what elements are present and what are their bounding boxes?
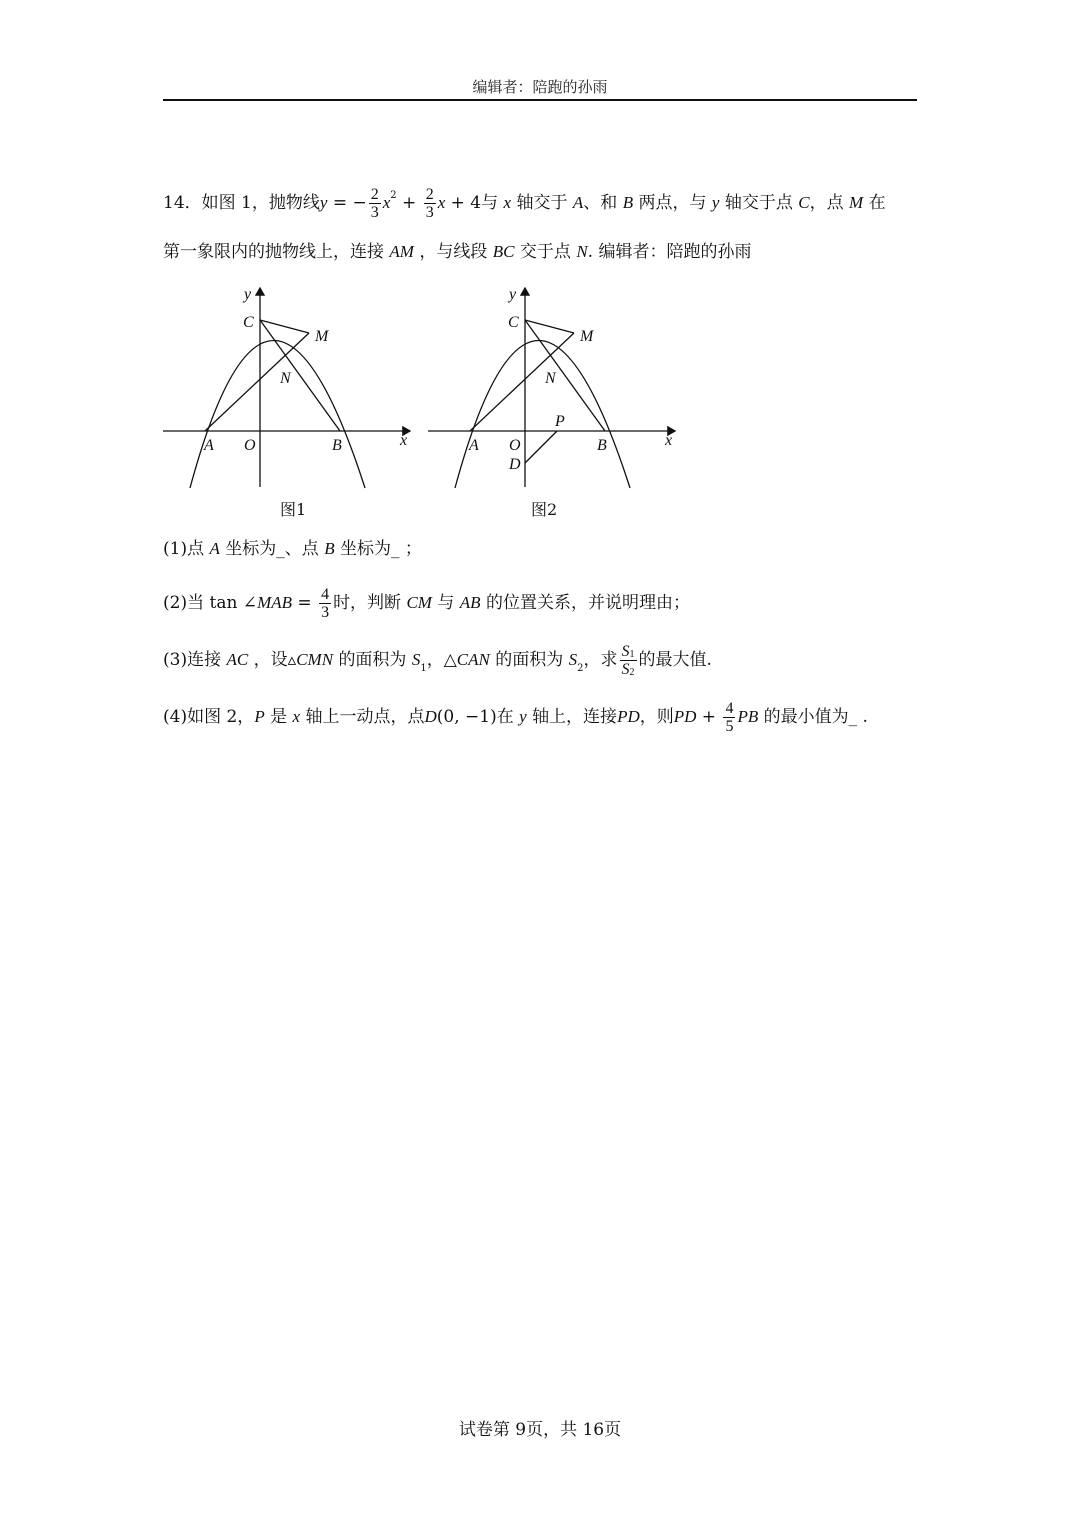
label-x: x xyxy=(400,432,408,449)
part-4: (4)如图 2，P 是 x 轴上一动点，点D(0, −1)在 y 轴上，连接PD，则PD + $\frac{4}{5}$ PB 的最小值为_ . xyxy=(163,700,868,735)
segment-PD xyxy=(525,431,557,463)
label-N: N xyxy=(545,370,556,387)
label-O: O xyxy=(244,437,256,454)
figure-2-labels xyxy=(468,286,672,473)
figure-1 xyxy=(163,288,410,488)
fraction: $\frac{4}{5}$ xyxy=(725,700,734,735)
label-y: y xyxy=(244,286,252,303)
fraction: $\frac{S_1}{S_2}$ xyxy=(621,643,635,678)
figure-2 xyxy=(428,288,675,488)
question-number: 14． xyxy=(163,193,202,213)
label-B: B xyxy=(332,437,342,454)
label-O: O xyxy=(509,437,521,454)
figure-1-caption: 图1 xyxy=(280,500,307,519)
figure-1-labels xyxy=(203,286,407,454)
label-x: x xyxy=(665,432,673,449)
fraction: $\frac{2}{3}$ xyxy=(370,186,379,221)
segment-AM xyxy=(205,333,309,431)
label-D: D xyxy=(509,456,521,473)
label-C: C xyxy=(508,314,519,331)
part-2: (2)当 tan ∠MAB = $\frac{4}{3}$ 时，判断 CM 与 AB 的位置关系，并说明理由； xyxy=(163,586,690,621)
page-header: 编辑者：陪跑的孙雨 xyxy=(472,78,608,96)
fraction: $\frac{4}{3}$ xyxy=(321,586,330,621)
label-A: A xyxy=(469,437,479,454)
figure-2-caption: 图2 xyxy=(531,500,558,519)
label-P: P xyxy=(555,413,565,430)
label-A: A xyxy=(204,437,214,454)
label-y: y xyxy=(509,286,517,303)
label-B: B xyxy=(597,437,607,454)
figures-graphic xyxy=(160,283,700,498)
fraction: $\frac{2}{3}$ xyxy=(425,186,434,221)
question-line-2: 第一象限内的抛物线上，连接 AM ，与线段 BC 交于点 N. 编辑者：陪跑的孙雨 xyxy=(163,242,752,262)
header-rule xyxy=(163,99,917,101)
label-M: M xyxy=(315,328,329,345)
question-line-1: 14．如图 1，抛物线y = − $\frac{2}{3}$ $x^2$ + $\frac{2}{3}$ x + 4与 x 轴交于 A、和 B 两点，与 y 轴交于点 C，点 M 在 xyxy=(163,186,886,221)
part-1: (1)点 A 坐标为_、点 B 坐标为_ ； xyxy=(163,539,422,559)
label-M: M xyxy=(580,328,594,345)
page-footer: 试卷第 9页，共 16页 xyxy=(458,1420,622,1440)
label-C: C xyxy=(243,314,254,331)
label-N: N xyxy=(280,370,291,387)
part-3: (3)连接 AC ，设▵CMN 的面积为 $S_1$，△CAN 的面积为 $S_2$，求 $\frac{S_1}{S_2}$ 的最大值. xyxy=(163,643,712,678)
